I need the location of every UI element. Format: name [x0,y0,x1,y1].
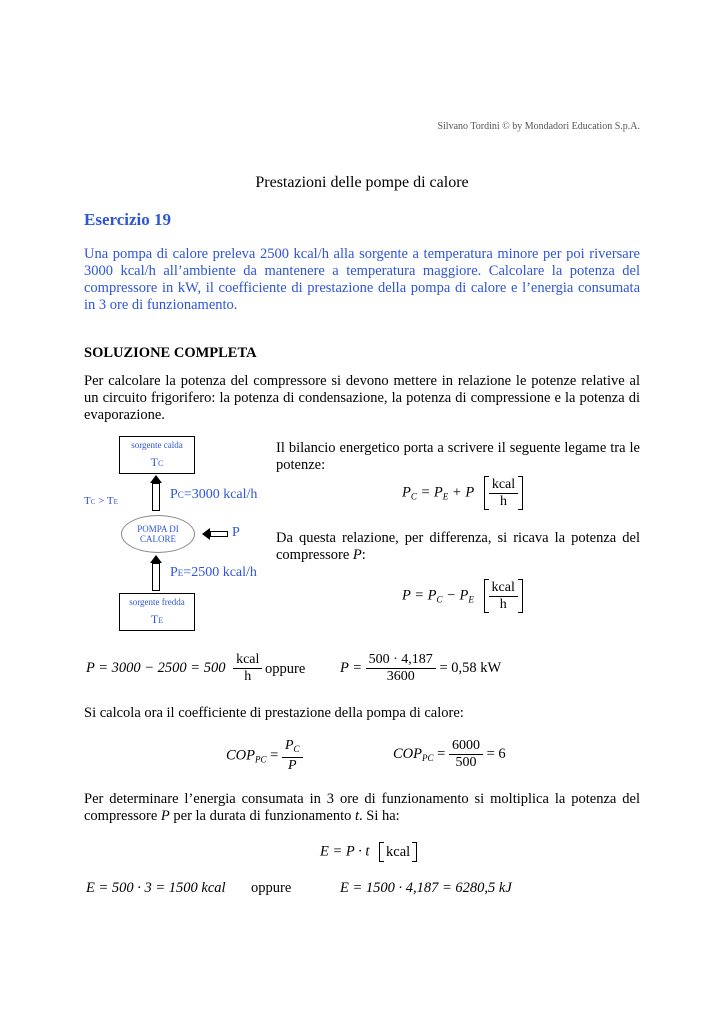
up-arrow-top [152,483,160,511]
temperature-condition: TC > TE [84,495,118,507]
hot-temp: TC [150,455,164,469]
or-label-2: oppure [251,880,292,896]
solution-intro: Per calcolare la potenza del compressore si devono mettere in relazione le potenze relative al un circuito frigorifero: la potenza di condensazione, la potenza di compressione e la potenza di evaporazione. [84,373,640,423]
cold-temp: TE [150,612,164,626]
left-arrow-shaft [210,531,228,537]
balance-text: Il bilancio energetico porta a scrivere il seguente legame tra le potenze: [276,440,640,473]
heat-pump-ellipse [121,515,195,553]
exercise-heading: Esercizio 19 [84,210,172,229]
formula-energy: E = P · t kcal [320,842,417,862]
up-arrow-bottom [152,563,160,591]
left-arrowhead [202,528,210,540]
up-arrowhead-bottom [150,555,162,563]
energy-text: Per determinare l’energia consumata in 3 ore di funzionamento si moltiplica la potenza del compressore P per la durata di funzionamento t. Si ha: [84,791,640,824]
formula-balance: $P_C = P_E + P$ $\frac{\text{kcal}}{h}$ [402,476,523,510]
page-title: Prestazioni delle pompe di calore [255,174,469,191]
hot-source-label: sorgente calda [131,440,183,450]
formula-cop-definition: $COP_{PC}$ = $\frac{P_C}{P}$ [226,738,303,774]
energy-calc-kcal: E = 500 · 3 = 1500 kcal [86,880,226,896]
energy-calc-kj: E = 1500 · 4,187 = 6280,5 kJ [340,880,512,896]
cold-source-label: sorgente fredda [129,597,185,607]
formula-difference: $P = P_C - P_E$ $\frac{\text{kcal}}{h}$ [402,579,523,613]
pc-label: PC=3000 kcal/h [170,487,258,502]
up-arrowhead-top [150,475,162,483]
page-credit: Silvano Tordini © by Mondadori Education S.p.A. [437,121,640,132]
cold-source-box [119,593,195,631]
or-label-1: oppure [265,661,306,677]
formula-compressor-kw: P = $\frac{500 \cdot 4,187}{3600}$ = 0,58 kW [340,652,502,684]
solution-heading: SOLUZIONE COMPLETA [84,345,257,361]
formula-compressor-power: P = 3000 − 2500 = 500 $\frac{\text{kcal}}{h}$ [86,652,262,685]
hot-source-box [119,436,195,474]
cop-text: Si calcola ora il coefficiente di prestazione della pompa di calore: [84,705,464,721]
difference-text: Da questa relazione, per differenza, si ricava la potenza del compressore P: [276,530,640,563]
pe-label: PE=2500 kcal/h [170,565,257,580]
p-label: P [232,525,240,540]
heat-pump-diagram [84,433,274,633]
exercise-text: Una pompa di calore preleva 2500 kcal/h alla sorgente a temperatura minore per poi riversare 3000 kcal/h all’ambiente da mantenere a temperatura maggiore. Calcolare la potenza del compressore in kW, il coefficiente di prestazione della pompa di calore e l’energia consumata in 3 ore di funzionamento. [84,246,640,313]
formula-cop-value: $COP_{PC}$ = $\frac{6000}{500}$ = 6 [393,738,506,770]
pump-label: POMPA DI CALORE [137,524,179,544]
